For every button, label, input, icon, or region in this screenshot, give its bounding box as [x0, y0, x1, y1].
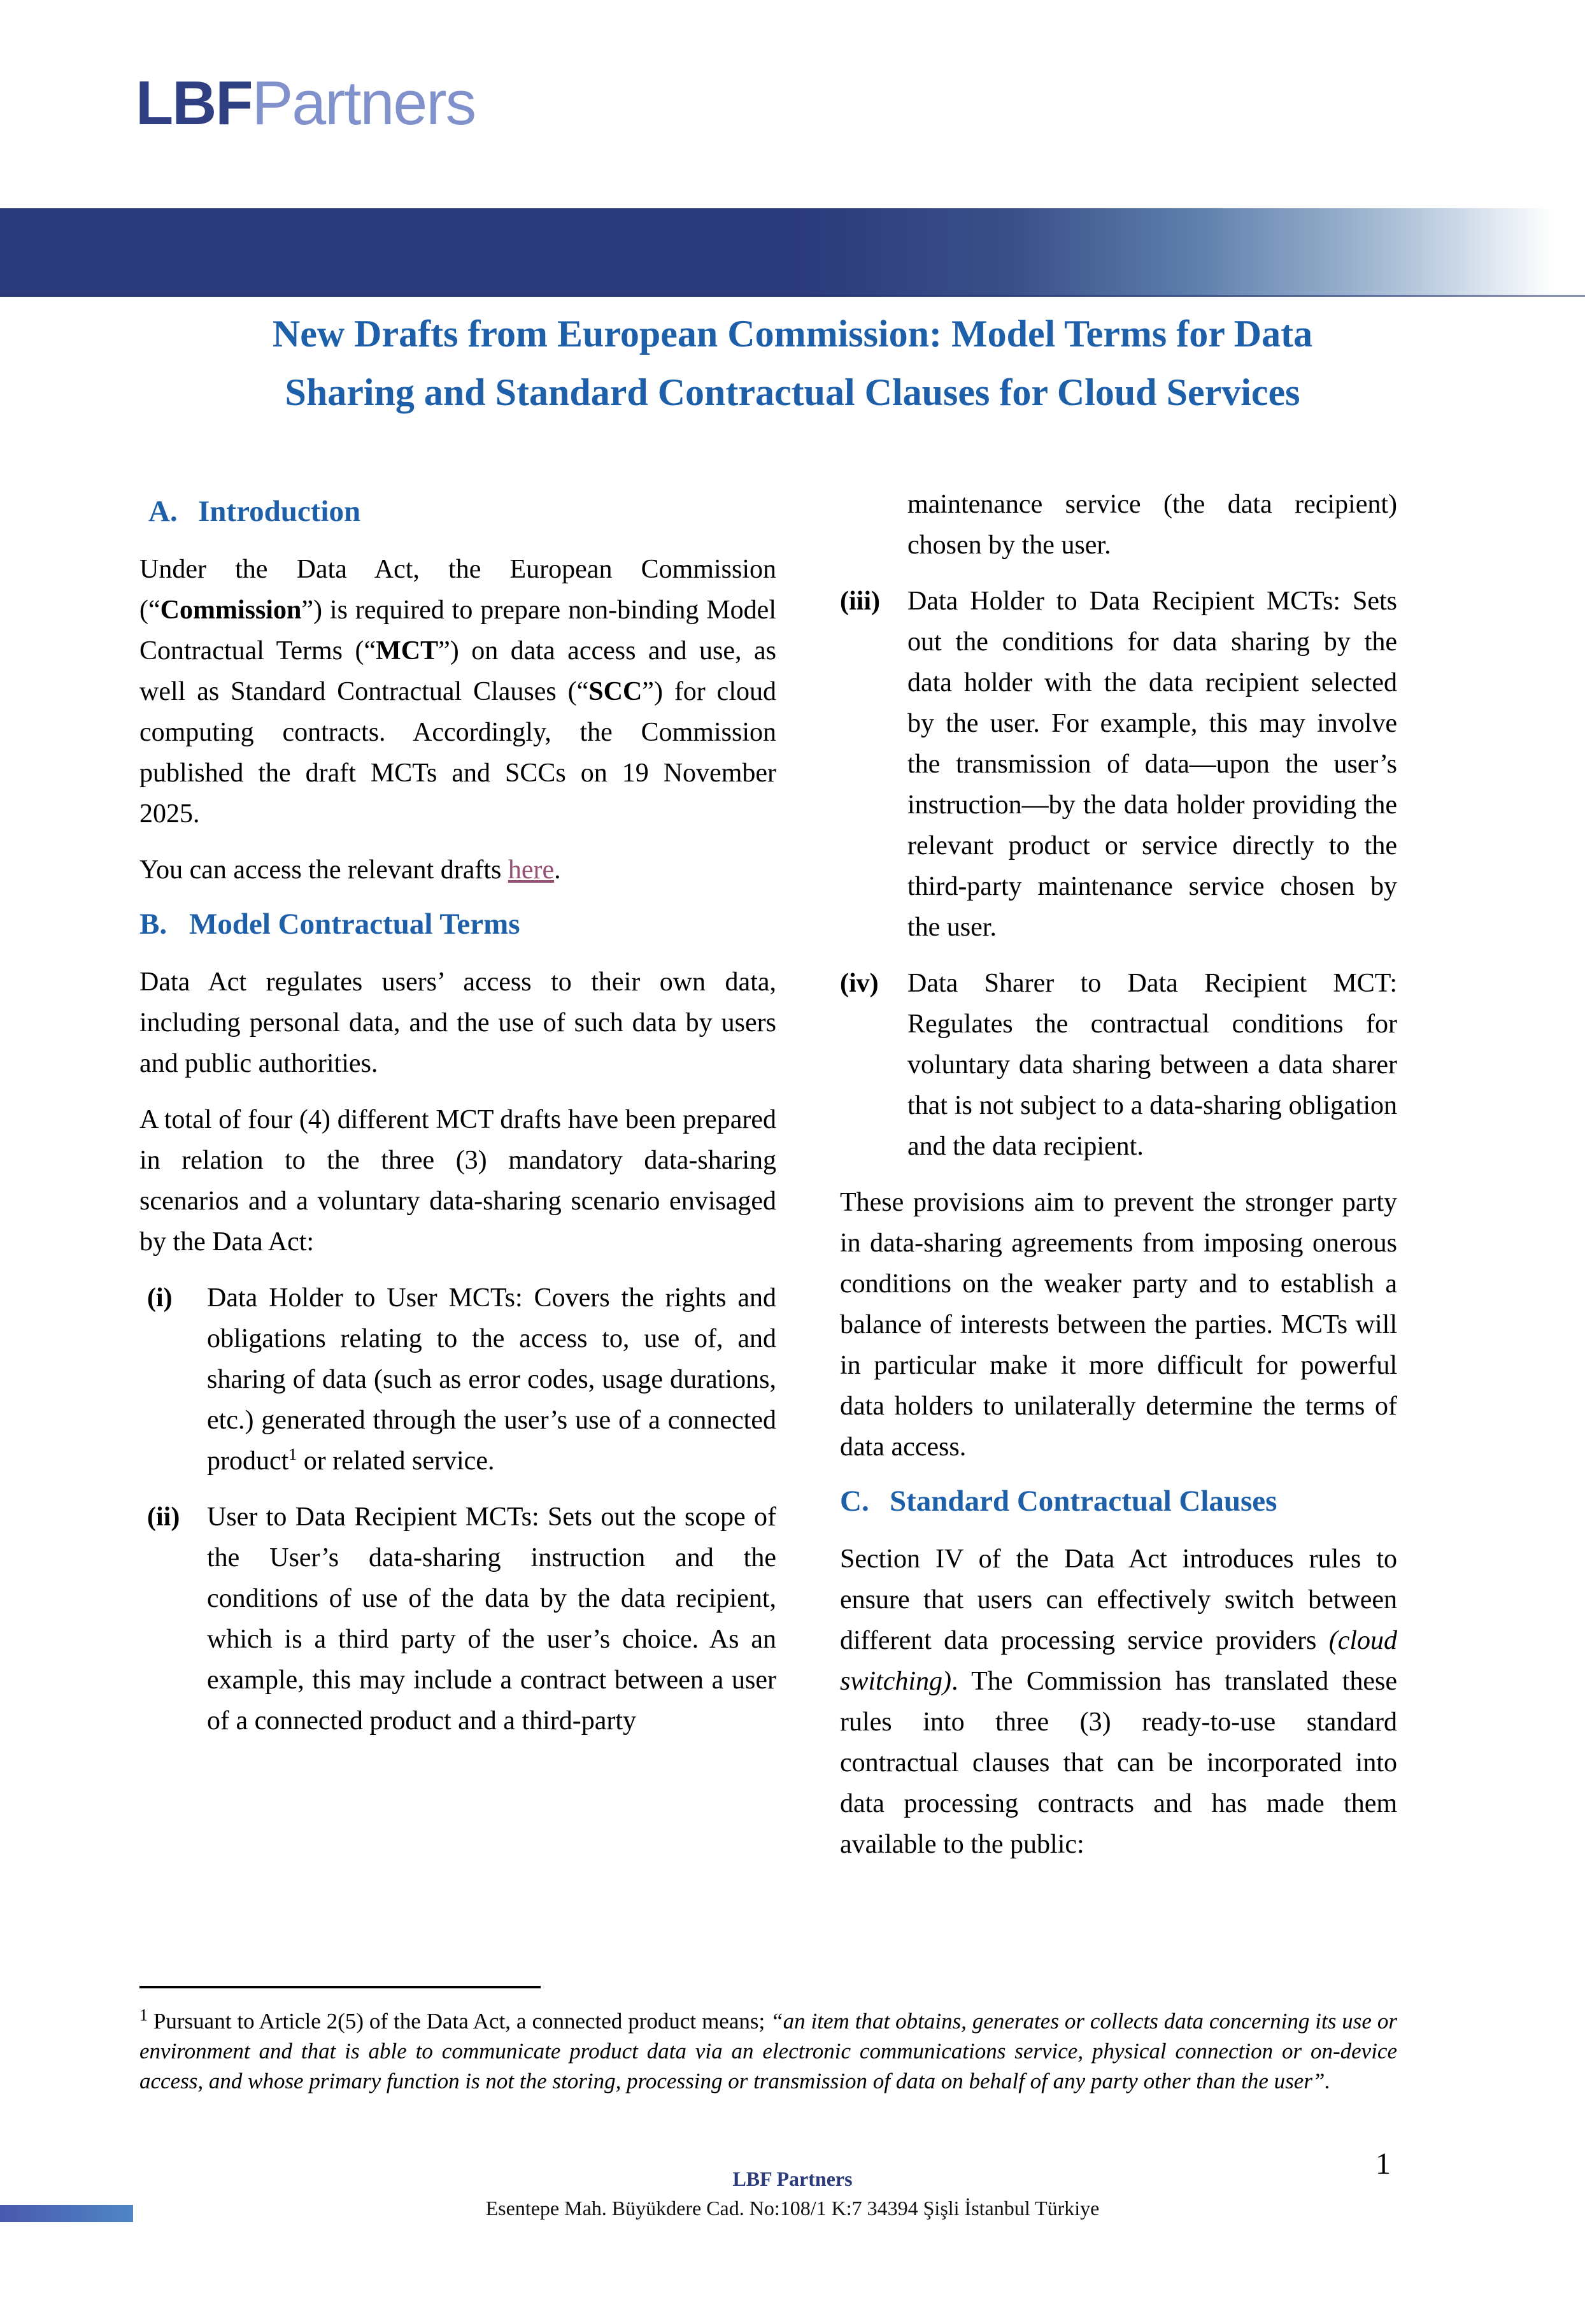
- footnote-number-superscript: 1: [139, 2006, 148, 2025]
- section-heading-introduction: [139, 493, 776, 530]
- bold-term-commission: Commission: [160, 595, 302, 625]
- section-heading-model-contractual-terms: [139, 906, 776, 943]
- text-run: You can access the relevant drafts: [139, 855, 508, 885]
- logo-lbf-text: LBF: [136, 68, 252, 138]
- section-label-b: Model Contractual Terms: [189, 908, 520, 941]
- text-run: . The Commission has translated these rules into three (3) ready-to-use standard contractual clauses that can be incorporated into data processing contracts and has made them available to the public:: [840, 1667, 1397, 1859]
- list-marker-iv: (iv): [840, 969, 879, 998]
- paragraph-data-act: Data Act regulates users’ access to their own data, including personal data, and the use of such data by users and public authorities.: [139, 967, 776, 1078]
- text-run: Data Sharer to Data Recipient MCT: Regulates the contractual conditions for voluntary data sharing between a data sharer that is not subject to a data-sharing obligation and the data recipient.: [907, 969, 1397, 1161]
- text-run: User to Data Recipient MCTs: Sets out the scope of the User’s data-sharing instruction and the conditions of use of the data by the data recipient, which is a third party of the user’s choice. As an example, this may include a contract between a user of a connected product and a third-party: [207, 1502, 776, 1736]
- text-run: Under the Data Act, the European Commission (“: [139, 555, 776, 625]
- paragraph-four-drafts: A total of four (4) different MCT drafts have been prepared in relation to the three (3) mandatory data-sharing scenarios and a voluntary data-sharing scenario envisaged by the Data Act:: [139, 1105, 776, 1257]
- section-letter-b: B.: [139, 908, 167, 941]
- logo-partners-text: Partners: [252, 68, 476, 138]
- section-label-c: Standard Contractual Clauses: [890, 1485, 1277, 1518]
- footnote-1: [139, 2006, 1397, 2096]
- list-marker-ii: (ii): [147, 1502, 180, 1532]
- header-banner: [0, 208, 1585, 297]
- text-run: ”) for cloud computing contracts. Accordingly, the Commission published the draft MCTs and SCCs on 19 November 2025.: [139, 677, 776, 829]
- text-run: ”) is required to prepare non-binding Model Contractual Terms (“: [139, 595, 776, 666]
- bold-term-scc: SCC: [588, 677, 643, 706]
- footer-address: Esentepe Mah. Büyükdere Cad. No:108/1 K:7 34394 Şişli İstanbul Türkiye: [485, 2197, 1100, 2220]
- section-label-a: Introduction: [198, 495, 361, 528]
- page-title-line2: Sharing and Standard Contractual Clauses for Cloud Services: [285, 371, 1300, 413]
- footer-firm-name: LBF Partners: [732, 2167, 853, 2190]
- footnote-quoted-definition: “an item that obtains, generates or collects data concerning its use or environment and that is able to communicate product data via an electronic communications service, physical connection or on-device access, and whose primary function is not the storing, processing or transmission of data on behalf of any party other than the user”.: [139, 2009, 1397, 2093]
- body-columns: [139, 484, 1397, 1880]
- footnote-area: [139, 1986, 1397, 2096]
- bold-term-mct: MCT: [376, 636, 439, 666]
- section-heading-standard-contractual-clauses: [840, 1483, 1397, 1520]
- footnote-separator-rule: [139, 1986, 541, 1988]
- text-run: Pursuant to Article 2(5) of the Data Act, a connected product means;: [148, 2009, 771, 2034]
- list-item-ii: [139, 1497, 776, 1741]
- list-marker-i: (i): [147, 1283, 173, 1313]
- text-run: or related service.: [297, 1446, 495, 1476]
- paragraph-provisions-aim: These provisions aim to prevent the stronger party in data-sharing agreements from imposing onerous conditions on the weaker party and to establish a balance of interests between the parties. MCTs will in particular make it more difficult for powerful data holders to unilaterally determine the terms of data access.: [840, 1188, 1397, 1462]
- section-letter-a: A.: [148, 495, 178, 528]
- page-title-line1: New Drafts from European Commission: Model Terms for Data: [272, 313, 1313, 355]
- footer-accent-bar: [0, 2205, 133, 2222]
- right-column: [840, 484, 1397, 1880]
- list-marker-iii: (iii): [840, 587, 880, 616]
- section-letter-c: C.: [840, 1485, 869, 1518]
- left-column: [139, 484, 776, 1880]
- list-item-ii-continuation: maintenance service (the data recipient) chosen by the user.: [907, 490, 1397, 560]
- text-run: Data Holder to User MCTs: Covers the rights and obligations relating to the access to, use of, and sharing of data (such as error codes, usage durations, etc.) generated through the user’s use of a connected product: [207, 1283, 776, 1476]
- list-item-iv: [840, 963, 1397, 1167]
- page-number: 1: [1375, 2147, 1391, 2181]
- text-run: ”) on data access and use, as well as Standard Contractual Clauses (“: [139, 636, 776, 706]
- text-run: Section IV of the Data Act introduces rules to ensure that users can effectively switch between different data processing service providers: [840, 1544, 1397, 1655]
- paragraph-section-iv: [840, 1539, 1397, 1865]
- list-item-iii: [840, 581, 1397, 948]
- paragraph-drafts-link: [139, 850, 776, 890]
- text-run: .: [554, 855, 561, 885]
- text-run: Data Holder to Data Recipient MCTs: Sets out the conditions for data sharing by the data holder with the data recipient selected by the user. For example, this may involve the transmission of data—upon the user’s instruction—by the data holder providing the relevant product or service directly to the third-party maintenance service chosen by the user.: [907, 587, 1397, 942]
- italic-cloud-switching: (cloud switching): [840, 1626, 1397, 1696]
- company-logo: [136, 68, 476, 138]
- paragraph-intro: [139, 549, 776, 834]
- here-hyperlink[interactable]: here: [508, 855, 555, 885]
- page-title: [0, 304, 1585, 422]
- footnote-reference-superscript: 1: [288, 1445, 297, 1464]
- list-item-i: [139, 1278, 776, 1481]
